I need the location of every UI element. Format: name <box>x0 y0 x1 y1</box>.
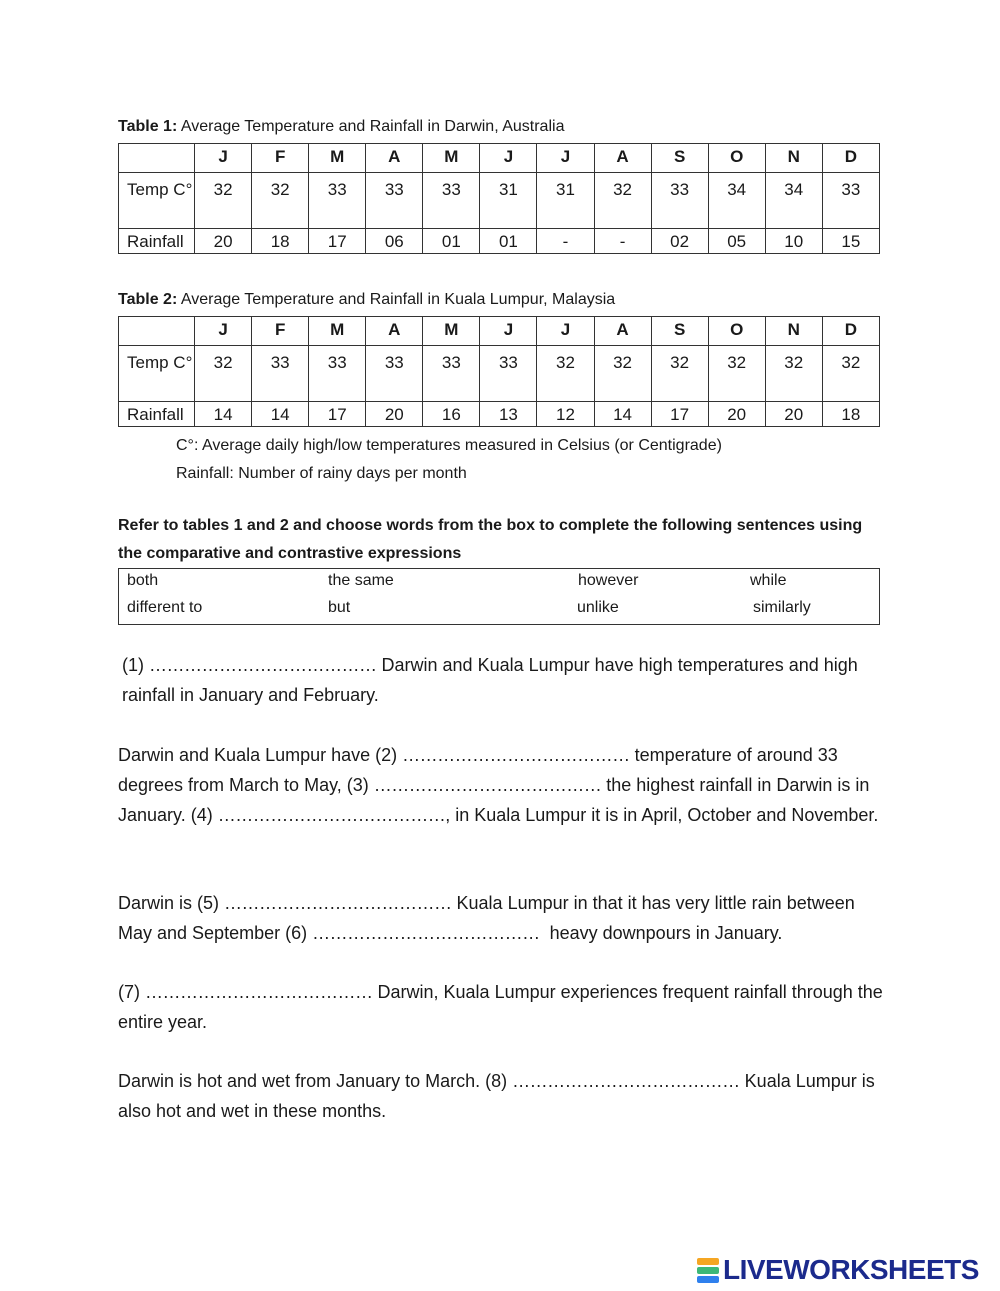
blank-3[interactable]: ………………………………… <box>373 775 602 795</box>
word-the-same: the same <box>328 572 394 589</box>
table2-rainfall-row-cell: 20 <box>708 402 765 427</box>
blank-2[interactable]: ………………………………… <box>402 745 630 765</box>
liveworksheets-logo <box>697 1253 979 1287</box>
blank-number-8: (8) <box>485 1071 508 1091</box>
table2-temp-row-cell: 32 <box>594 346 651 402</box>
table1-rainfall-row-cell: 18 <box>252 229 309 254</box>
table2-temp-row-cell: 32 <box>651 346 708 402</box>
table1-temp-row-cell: 31 <box>537 173 594 229</box>
table1-header-row-cell: A <box>366 144 423 173</box>
table2-caption-label: Table 2: <box>118 291 178 308</box>
table2-header-row-cell: A <box>366 317 423 346</box>
table1-header-row-cell: M <box>423 144 480 173</box>
table1-caption <box>118 118 564 136</box>
table2-header-row-cell: M <box>423 317 480 346</box>
table1-header-row-cell: M <box>309 144 366 173</box>
table1-header-row-cell: J <box>537 144 594 173</box>
table1-temp-row-cell: 33 <box>822 173 879 229</box>
sentence-3-text-b: Kuala Lumpur in that it has very little rain between May and September <box>118 893 855 943</box>
table1-rainfall-row-label: Rainfall <box>119 229 195 254</box>
table2-temp-row-cell: 33 <box>309 346 366 402</box>
table2-caption-text: Average Temperature and Rainfall in Kuala Lumpur, Malaysia <box>177 291 616 308</box>
word-while: while <box>750 572 787 589</box>
table1-temp-row-label: Temp C° <box>119 173 195 229</box>
table2-rainfall-row-cell: 18 <box>822 402 879 427</box>
note-celsius: C°: Average daily high/low temperatures measured in Celsius (or Centigrade) <box>176 437 722 454</box>
table2-rainfall-row-cell: 12 <box>537 402 594 427</box>
table2-header-row-cell: S <box>651 317 708 346</box>
table2-rainfall-row-cell: 14 <box>195 402 252 427</box>
table1-temp-row-cell: 31 <box>480 173 537 229</box>
table2-temp-row-cell: 32 <box>765 346 822 402</box>
table2-temp-row <box>119 346 880 402</box>
table2-header-row-cell: N <box>765 317 822 346</box>
word-similarly: similarly <box>753 599 811 616</box>
table2-rainfall-row-cell: 14 <box>252 402 309 427</box>
table2-temp-row-cell: 33 <box>480 346 537 402</box>
table1-temp-row-cell: 34 <box>708 173 765 229</box>
table2-header-row-cell: J <box>195 317 252 346</box>
table1-rainfall-row-cell: - <box>594 229 651 254</box>
sentence-2-text-d: , in Kuala Lumpur it is in April, October and November. <box>445 805 879 825</box>
table1-caption-label: Table 1: <box>118 118 178 135</box>
table2-rainfall-row-cell: 16 <box>423 402 480 427</box>
blank-number-2: (2) <box>375 745 398 765</box>
table2-rainfall-row <box>119 402 880 427</box>
table1-header-row-cell: F <box>252 144 309 173</box>
logo-bar-3 <box>697 1276 719 1283</box>
table1-temp-row-cell: 32 <box>594 173 651 229</box>
table1-header-row-cell: O <box>708 144 765 173</box>
note-rainfall: Rainfall: Number of rainy days per month <box>176 465 467 482</box>
word-both: both <box>127 572 159 589</box>
blank-7[interactable]: ………………………………… <box>145 982 373 1002</box>
table1-header-row-cell: A <box>594 144 651 173</box>
table2-temp-row-cell: 32 <box>537 346 594 402</box>
word-but: but <box>328 599 351 616</box>
blank-number-7: (7) <box>118 982 140 1002</box>
logo-text: LIVEWORKSHEETS <box>723 1254 979 1285</box>
blank-number-5: (5) <box>197 893 220 913</box>
table2-header-row-cell: A <box>594 317 651 346</box>
blank-number-4: (4) <box>190 805 213 825</box>
table2-temp-row-cell: 33 <box>366 346 423 402</box>
table2-header-row <box>119 317 880 346</box>
table1-rainfall-row <box>119 229 880 254</box>
logo-icon <box>697 1257 721 1284</box>
table1-temp-row-cell: 33 <box>651 173 708 229</box>
table1-temp-row <box>119 173 880 229</box>
table2-header-row-label <box>119 317 195 346</box>
instruction: Refer to tables 1 and 2 and choose words from the box to complete the following sentences using the comparative and contrastive expressions <box>118 517 863 562</box>
table1-rainfall-row-cell: 06 <box>366 229 423 254</box>
sentence-4-text: Darwin, Kuala Lumpur experiences frequent rainfall through the entire year. <box>118 982 883 1032</box>
table2-rainfall-row-cell: 20 <box>765 402 822 427</box>
blank-number-3: (3) <box>346 775 369 795</box>
blank-number-6: (6) <box>285 923 308 943</box>
table1-header-row <box>119 144 880 173</box>
table2-temp-row-cell: 32 <box>708 346 765 402</box>
table2-header-row-cell: J <box>537 317 594 346</box>
blank-6[interactable]: ………………………………… <box>312 923 540 943</box>
table1-header-row-label <box>119 144 195 173</box>
word-however: however <box>578 572 639 589</box>
table1-header-row-cell: J <box>195 144 252 173</box>
table2-header-row-cell: O <box>708 317 765 346</box>
table2-temp-row-cell: 33 <box>252 346 309 402</box>
table1-caption-text: Average Temperature and Rainfall in Darwin, Australia <box>177 118 565 135</box>
table1-header-row-cell: N <box>765 144 822 173</box>
word-box <box>118 568 880 625</box>
table2-header-row-cell: F <box>252 317 309 346</box>
table1-rainfall-row-cell: 20 <box>195 229 252 254</box>
table1-temp-row-cell: 32 <box>195 173 252 229</box>
table-notes <box>176 432 722 488</box>
sentence-5-text-b: Kuala Lumpur is also hot and wet in these months. <box>118 1071 875 1121</box>
sentence-group-4 <box>118 977 888 1037</box>
table2-temp-row-cell: 33 <box>423 346 480 402</box>
sentence-2-text-b: temperature of around 33 degrees from March to May, <box>118 745 838 795</box>
sentence-group-2 <box>118 740 888 830</box>
logo-bar-2 <box>697 1267 719 1274</box>
table2-rainfall-row-cell: 17 <box>309 402 366 427</box>
table1-temp-row-cell: 33 <box>366 173 423 229</box>
table1-temp-row-cell: 33 <box>423 173 480 229</box>
sentence-2-text-c: the highest rainfall in Darwin is in January. <box>118 775 870 825</box>
table2-header-row-cell: D <box>822 317 879 346</box>
table1-rainfall-row-cell: 10 <box>765 229 822 254</box>
sentence-5-text-a: Darwin is hot and wet from January to March. <box>118 1071 486 1091</box>
table2-header-row-cell: M <box>309 317 366 346</box>
sentence-1 <box>118 650 892 710</box>
table2-rainfall-row-cell: 17 <box>651 402 708 427</box>
blank-5[interactable]: ………………………………… <box>224 893 452 913</box>
blank-8[interactable]: ………………………………… <box>512 1071 740 1091</box>
table1-temp-row-cell: 33 <box>309 173 366 229</box>
table1-rainfall-row-cell: 15 <box>822 229 879 254</box>
sentence-1-text: Darwin and Kuala Lumpur have high temperatures and high rainfall in January and February. <box>122 655 858 705</box>
sentence-3-text-a: Darwin is <box>118 893 198 913</box>
table1-rainfall-row-cell: 17 <box>309 229 366 254</box>
table1-header-row-cell: J <box>480 144 537 173</box>
table1-temp-row-cell: 34 <box>765 173 822 229</box>
table1-header-row-cell: S <box>651 144 708 173</box>
sentence-3-text-c: heavy downpours in January. <box>539 923 783 943</box>
table2-caption <box>118 291 615 309</box>
table1-rainfall-row-cell: - <box>537 229 594 254</box>
word-unlike: unlike <box>577 599 619 616</box>
sentence-group-5 <box>118 1066 888 1126</box>
sentence-2-text-a: Darwin and Kuala Lumpur have <box>118 745 376 765</box>
table2-header-row-cell: J <box>480 317 537 346</box>
table1-darwin <box>118 143 880 254</box>
table1-rainfall-row-cell: 05 <box>708 229 765 254</box>
table2-rainfall-row-label: Rainfall <box>119 402 195 427</box>
blank-4[interactable]: ………………………………… <box>217 805 446 825</box>
table2-temp-row-label: Temp C° <box>119 346 195 402</box>
table2-temp-row-cell: 32 <box>822 346 879 402</box>
table2-rainfall-row-cell: 13 <box>480 402 537 427</box>
logo-bar-1 <box>697 1258 719 1265</box>
sentence-group-3 <box>118 888 888 948</box>
table2-rainfall-row-cell: 20 <box>366 402 423 427</box>
blank-1[interactable]: ………………………………… <box>149 655 377 675</box>
table2-rainfall-row-cell: 14 <box>594 402 651 427</box>
table1-rainfall-row-cell: 01 <box>423 229 480 254</box>
table1-header-row-cell: D <box>822 144 879 173</box>
table2-temp-row-cell: 32 <box>195 346 252 402</box>
word-different-to: different to <box>127 599 203 616</box>
table1-rainfall-row-cell: 02 <box>651 229 708 254</box>
table1-temp-row-cell: 32 <box>252 173 309 229</box>
table2-kuala-lumpur <box>118 316 880 427</box>
blank-number-1: (1) <box>122 655 144 675</box>
table1-rainfall-row-cell: 01 <box>480 229 537 254</box>
